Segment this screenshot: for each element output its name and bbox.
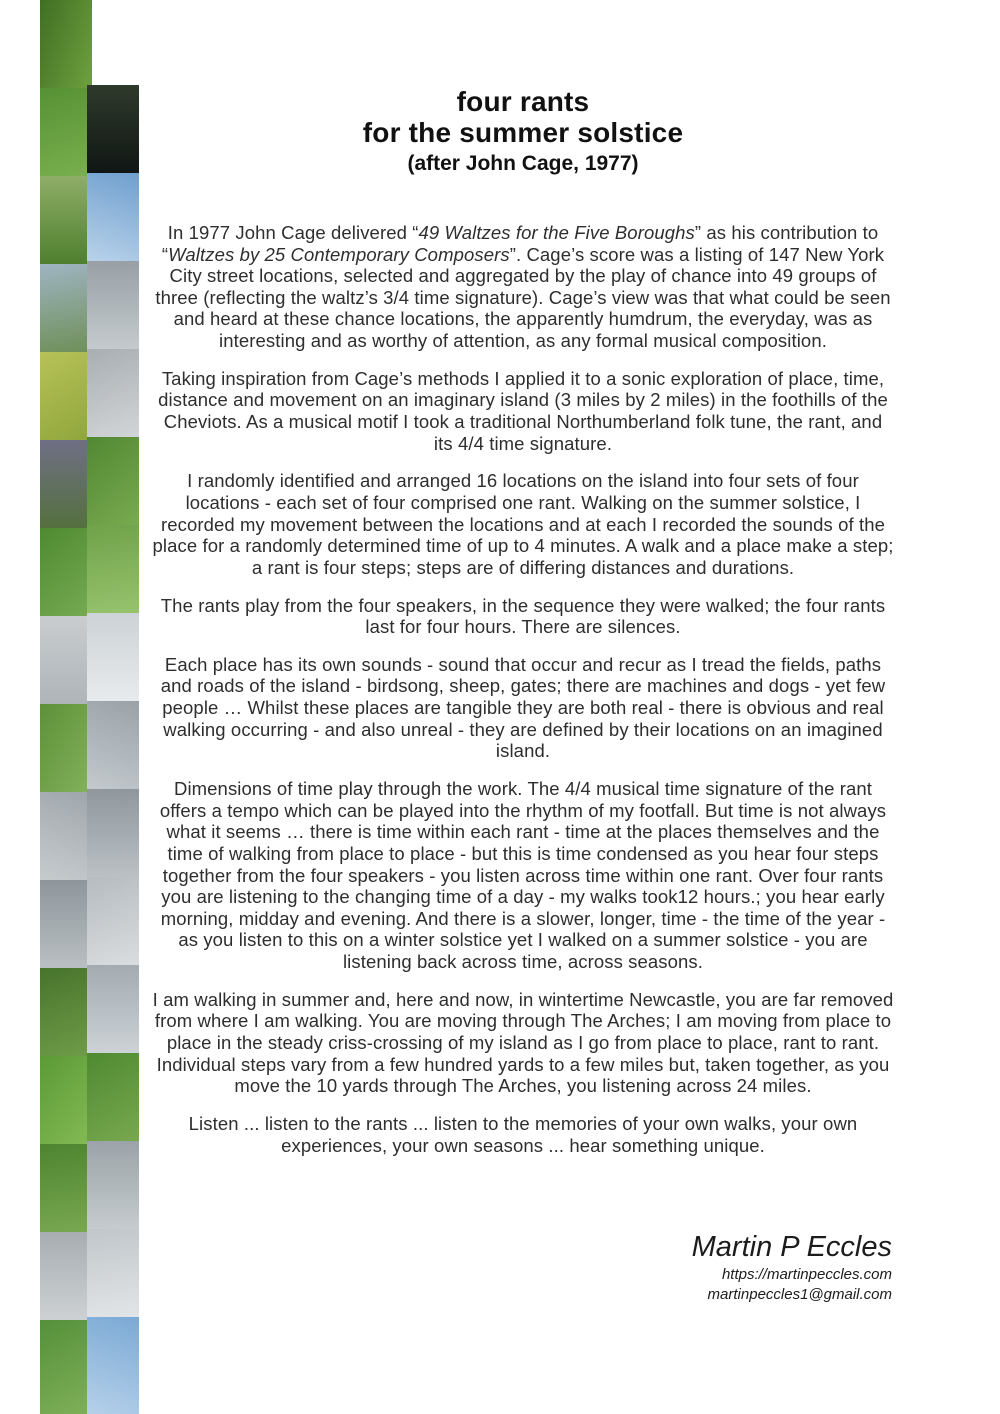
title-block xyxy=(152,86,894,176)
photo-tile xyxy=(40,440,92,528)
paragraph-1-italic-title-2: Waltzes by 25 Contemporary Composers xyxy=(168,243,510,265)
photo-tile xyxy=(87,1229,139,1317)
photo-tile xyxy=(87,437,139,525)
paragraph-7: I am walking in summer and, here and now, in wintertime Newcastle, you are far removed from where I am walking. You are moving through The Arches; I am moving from place to place in the steady criss-crossing of my island as I go from place to place, rant to rant. Individual steps vary from a few hundred yards to a few miles but, taken together, as you move the 10 yards through The Arches, you listening across 24 miles. xyxy=(152,988,894,1097)
photo-tile xyxy=(40,792,92,880)
photo-tile xyxy=(40,176,92,264)
page-subtitle: for the summer solstice xyxy=(362,117,684,149)
signature-block xyxy=(152,1230,894,1304)
author-email: martinpeccles1@gmail.com xyxy=(707,1285,892,1303)
photo-tile xyxy=(40,1144,92,1232)
photo-tile xyxy=(40,264,92,352)
paragraph-1-italic-title-1: 49 Waltzes for the Five Boroughs xyxy=(418,221,695,243)
photo-tile xyxy=(87,613,139,701)
photo-tile xyxy=(40,0,92,88)
photo-tile xyxy=(40,528,92,616)
page-title-attribution: (after John Cage, 1977) xyxy=(407,151,639,175)
photo-tile xyxy=(87,1053,139,1141)
photo-tile xyxy=(40,352,92,440)
author-website: https://martinpeccles.com xyxy=(721,1266,892,1284)
paragraph-1-pre: In 1977 John Cage delivered “ xyxy=(167,221,419,243)
photo-tile xyxy=(87,1317,139,1414)
paragraph-1-mid: ” as his contribution to “ xyxy=(161,221,879,265)
photo-tile xyxy=(40,880,92,968)
photo-tile xyxy=(40,1056,92,1144)
paragraph-1-post: ”. Cage’s score was a listing of 147 New York City street locations, selected and aggregated by the play of chance into 49 groups of three (reflecting the waltz’s 3/4 time signature). Cage’s view was that what could be seen and heard at these chance locations, the apparently humdrum, the everyday, was as interesting and as worthy of attention, as any formal musical composition. xyxy=(155,243,891,352)
photo-tile xyxy=(40,968,92,1056)
photo-tile xyxy=(40,704,92,792)
photo-tile xyxy=(40,88,92,176)
photo-tile xyxy=(87,85,139,173)
photo-tile xyxy=(87,525,139,613)
photo-tile xyxy=(40,1232,92,1320)
photo-tile xyxy=(87,349,139,437)
photo-tile xyxy=(87,261,139,349)
paragraph-3: I randomly identified and arranged 16 locations on the island into four sets of four locations - each set of four comprised one rant. Walking on the summer solstice, I recorded my movement between the locations and at each I recorded the sounds of the place for a randomly determined time of up to 4 minutes. A walk and a place make a step; a rant is four steps; steps are of differing distances and durations. xyxy=(152,470,894,578)
paragraph-1 xyxy=(152,222,894,352)
paragraph-2: Taking inspiration from Cage’s methods I applied it to a sonic exploration of place, time, distance and movement on an imaginary island (3 miles by 2 miles) in the foothills of the Cheviots. As a musical motif I took a traditional Northumberland folk tune, the rant, and its 4/4 time signature. xyxy=(158,367,888,454)
paragraph-8: Listen ... listen to the rants ... listen to the memories of your own walks, your own experiences, your own seasons ... hear something unique. xyxy=(188,1112,858,1156)
page-title: four rants xyxy=(456,86,590,117)
photo-tile xyxy=(87,789,139,877)
paragraph-4: The rants play from the four speakers, in the sequence they were walked; the four rants last for four hours. There are silences. xyxy=(160,594,886,638)
photo-tile xyxy=(87,701,139,789)
photo-tile xyxy=(40,616,92,704)
photo-tile xyxy=(40,1320,92,1414)
paragraph-5: Each place has its own sounds - sound that occur and recur as I tread the fields, paths and roads of the island - birdsong, sheep, gates; there are machines and dogs - yet few people … Whilst these places are tangible they are both real - there is obvious and real walking occurring - and also unreal - they are defined by their locations on an imagined island. xyxy=(160,653,886,762)
main-content xyxy=(152,0,894,1304)
photo-tile xyxy=(87,877,139,965)
body-text xyxy=(152,222,894,1156)
photo-tile xyxy=(87,173,139,261)
photo-tile xyxy=(87,1141,139,1229)
author-name: Martin P Eccles xyxy=(691,1231,892,1264)
paragraph-6: Dimensions of time play through the work. The 4/4 musical time signature of the rant offers a tempo which can be played into the rhythm of my footfall. But time is not always what it seems … there is time within each rant - time at the places themselves and the time of walking from place to place - but this is time condensed as you hear four steps together from the four speakers - you listen across time within one rant. Over four rants you are listening to the changing time of a day - my walks took12 hours.; you hear early morning, midday and evening. And there is a slower, longer, time - the time of the year - as you listen to this on a winter solstice yet I walked on a summer solstice - you are listening back across time, across seasons. xyxy=(159,778,887,973)
photo-tile xyxy=(87,965,139,1053)
photo-strip xyxy=(0,0,145,1414)
